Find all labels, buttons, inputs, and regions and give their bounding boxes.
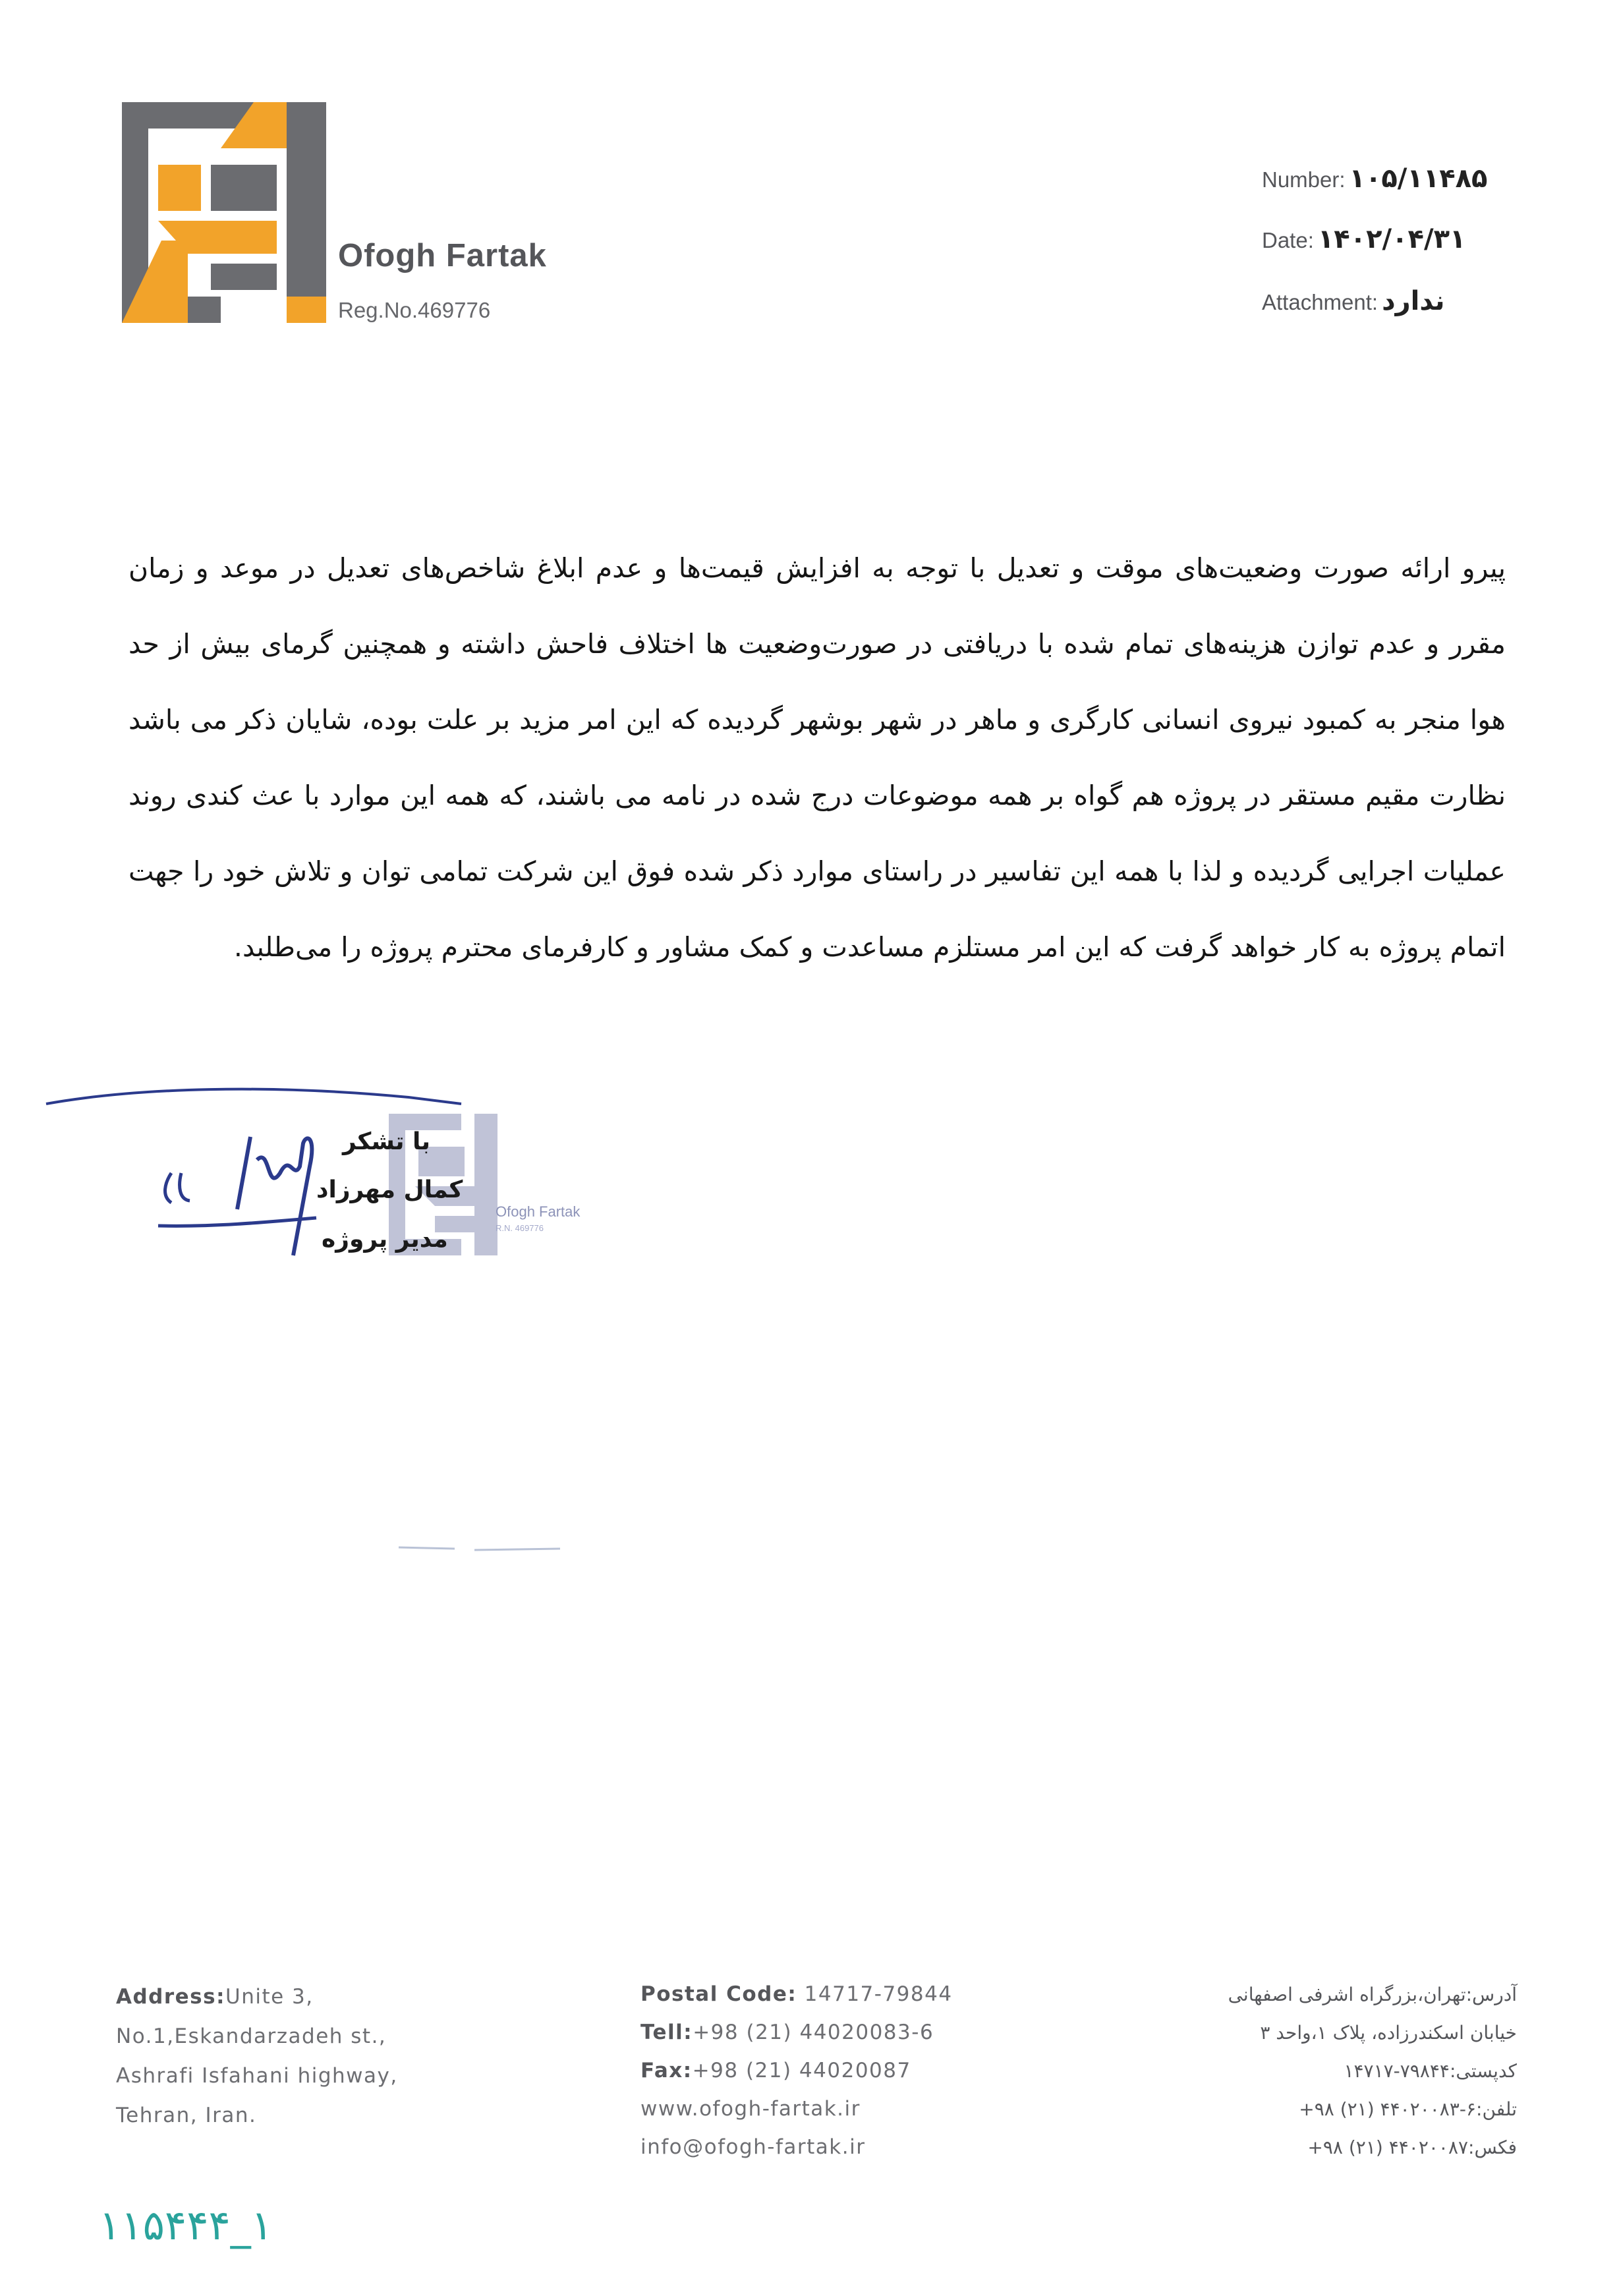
- stamp-company-name: Ofogh Fartak: [496, 1203, 581, 1220]
- footer-address-line2: No.1,Eskandarzadeh st.,: [116, 2024, 387, 2048]
- footer-address-line1: [116, 1985, 314, 2009]
- footer-tel-label: Tell:: [640, 2021, 693, 2044]
- footer-address-line3: Ashrafi Isfahani highway,: [116, 2064, 398, 2088]
- footer-fax-value: +98 (21) 44020087: [692, 2059, 911, 2082]
- letter-attachment-value: ندارد: [1382, 286, 1445, 316]
- letter-date: [1262, 224, 1465, 254]
- footer-fa-address-line2: خیابان اسکندرزاده، پلاک ۱،واحد ۳: [1260, 2022, 1517, 2044]
- footer-tel: [640, 2021, 934, 2044]
- footer-fax-label: Fax:: [640, 2059, 693, 2082]
- letter-date-label: Date:: [1262, 228, 1314, 252]
- letter-attachment-label: Attachment:: [1262, 290, 1378, 314]
- footer-postal: [640, 1982, 953, 2006]
- footer-website[interactable]: www.ofogh-fartak.ir: [640, 2097, 861, 2121]
- footer-fa-postal: کدپستی:۷۹۸۴۴-۱۴۷۱۷: [1344, 2060, 1517, 2082]
- signer-role: مدیر پروژه: [322, 1226, 448, 1253]
- letter-number: [1262, 163, 1487, 194]
- footer-fax: [640, 2059, 911, 2082]
- footer-fa-tel: تلفن:۶-۴۴۰۲۰۰۸۳ (۲۱) ۹۸+: [1299, 2098, 1517, 2120]
- letter-number-value: ۱۰۵/۱۱۴۸۵: [1349, 163, 1488, 194]
- company-name: Ofogh Fartak: [338, 238, 547, 273]
- registration-number: Reg.No.469776: [338, 298, 491, 322]
- letter-date-value: ۱۴۰۲/۰۴/۳۱: [1317, 224, 1466, 254]
- footer-address-line4: Tehran, Iran.: [116, 2104, 257, 2127]
- footer-address-line1-text: Unite 3,: [225, 1985, 314, 2009]
- footer-fa-address-line1: آدرس:تهران،بزرگراه اشرفی اصفهانی: [1228, 1984, 1517, 2005]
- footer-fa-fax: فکس:۴۴۰۲۰۰۸۷ (۲۱) ۹۸+: [1307, 2137, 1517, 2158]
- company-logo: [122, 102, 326, 323]
- footer-address-label: Address:: [116, 1985, 225, 2009]
- footer-postal-label: Postal Code:: [640, 1982, 797, 2006]
- letter-body: پیرو ارائه صورت وضعیت‌های موقت و تعدیل با توجه به افزایش قیمت‌ها و عدم ابلاغ شاخص‌های تعدیل در موعد و زمان مقرر و عدم توازن هزینه‌های تمام شده با دریافتی در صورت‌وضعیت ها اختلاف فاحش داشته و همچنین گرمای بیش از حد هوا منجر به کمبود نیروی انسانی کارگری و ماهر در شهر بوشهر گردیده که این امر مزید بر علت بوده، شایان ذکر می باشد نظارت مقیم مستقر در پروژه هم گواه بر همه موضوعات درج شده در نامه می باشند، که همه این موارد با عث کندی روند عملیات اجرایی گردیده و لذا با همه این تفاسیر در راستای موارد ذکر شده فوق این شرکت تمامی توان و تلاش خود را جهت اتمام پروژه به کار خواهد گرفت که این امر مستلزم مساعدت و کمک مشاور و کارفرمای محترم پروژه را می‌طلبد.: [128, 552, 1506, 963]
- handwritten-reference-number: ۱۱۵۴۴۴_۱: [99, 2201, 273, 2249]
- footer-postal-value: 14717-79844: [804, 1982, 953, 2006]
- footer-email[interactable]: info@ofogh-fartak.ir: [640, 2135, 866, 2159]
- footer-tel-value: +98 (21) 44020083-6: [693, 2021, 934, 2044]
- letter-attachment: [1262, 286, 1444, 316]
- stamp-registration: R.N. 469776: [496, 1223, 544, 1233]
- closing-phrase: با تشکر: [343, 1128, 431, 1155]
- letter-number-label: Number:: [1262, 167, 1346, 192]
- scan-artifact: [395, 1535, 567, 1555]
- signer-name: کمال مهرزاد: [316, 1176, 463, 1203]
